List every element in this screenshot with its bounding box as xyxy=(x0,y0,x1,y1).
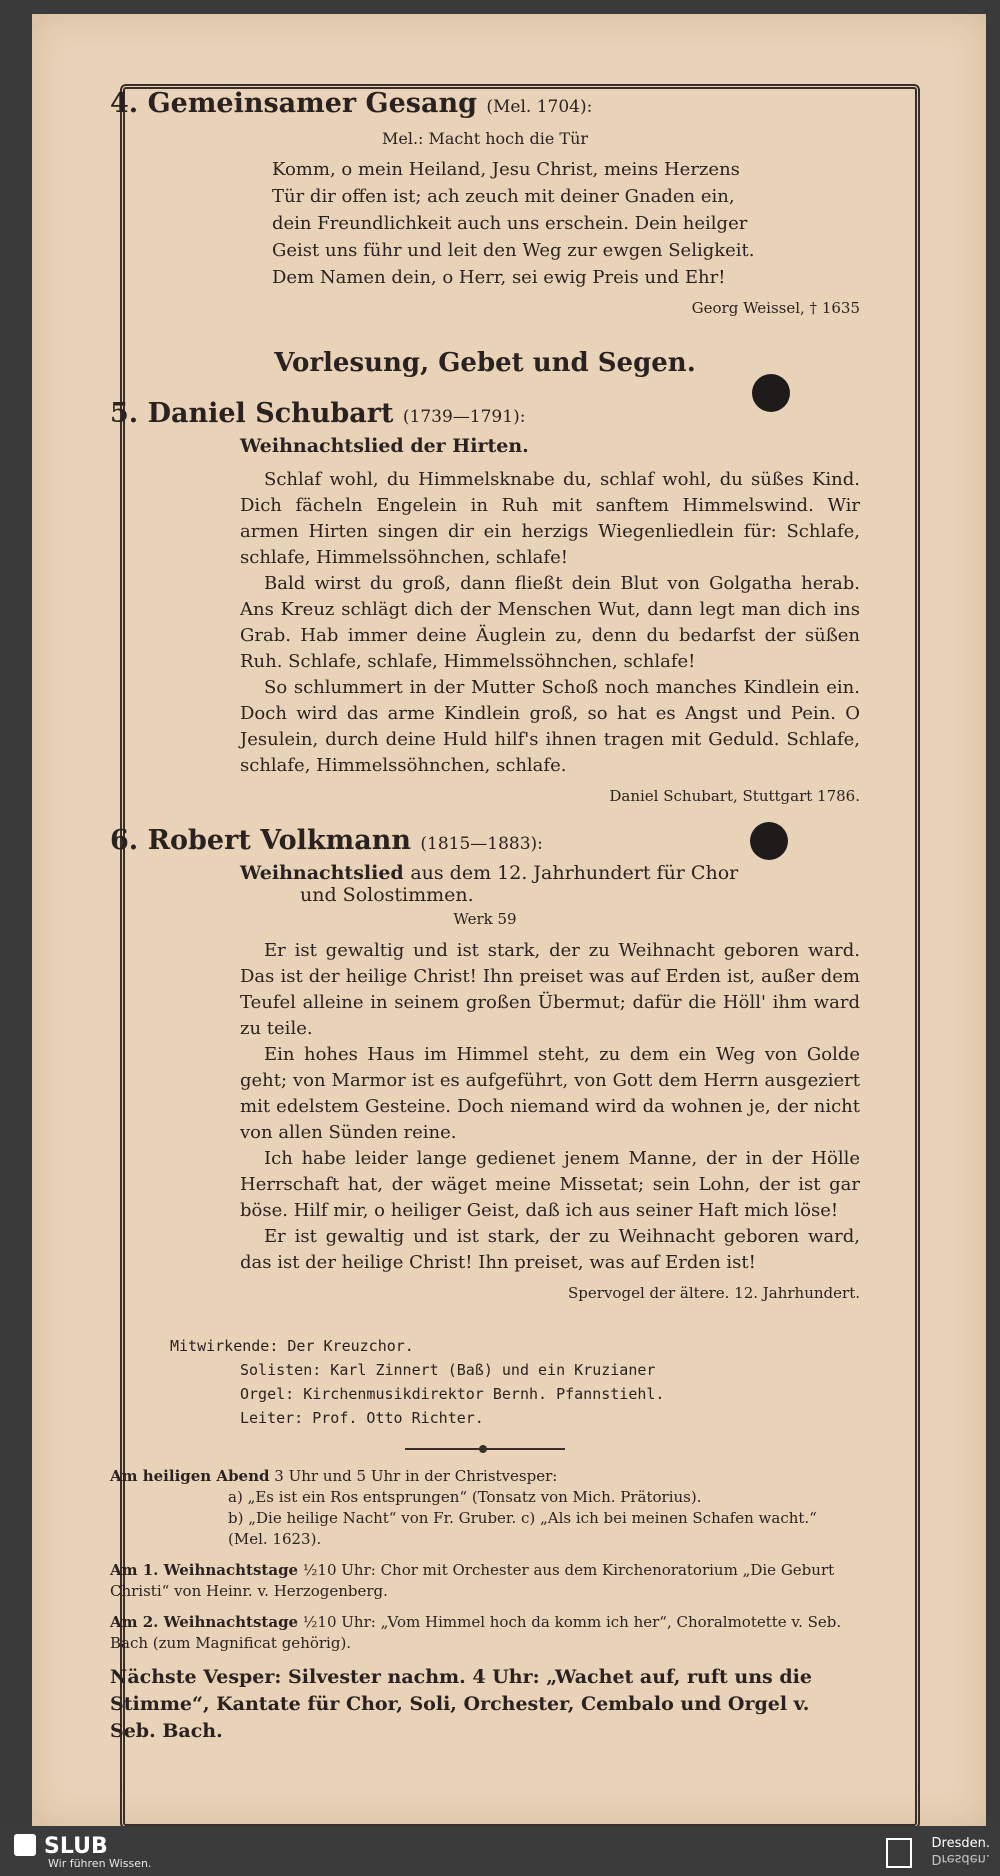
song-title: Weihnachtslied aus dem 12. Jahrhundert für Chor xyxy=(240,862,739,884)
credits-block: Mitwirkende: Der Kreuzchor. Solisten: Karl Zinnert (Baß) und ein Kruzianer Orgel: Kirchenmusikdirektor Bernh. Pfannstiehl. Leiter: Prof. Otto Richter. xyxy=(170,1337,665,1427)
dresden-logo[interactable]: Dresden. Dresden. xyxy=(931,1836,990,1866)
song-text: Schlaf wohl, du Himmelsknabe du, schlaf wohl, du süßes Kind. Dich fächeln Engelein in Ruh mit sanftem Himmelswind. Wir armen Hirten singen dir ein herzigs Wiegenliedlein für: Schlafe, schlafe, Himmelssöhnchen, schlafe! Bald wirst du groß, dann fließt dein Blut von Golgatha herab. Ans Kreuz schlägt dich der Menschen Wut, dann legt man dich ins Grab. Hab immer deine Äuglein zu, denn du bedarfst der süßen Ruh. Schlafe, schlafe, Himmelssöhnchen, schlafe! So schlummert in der Mutter Schoß noch manches Kindlein ein. Doch wird das arme Kindlein groß, so hat es Angst und Pein. O Jesulein, durch deine Huld hilf's ihnen tragen mit Geduld. Schlafe, schlafe, Himmelssöhnchen, schlafe. Daniel Schubart, Stuttgart 1786. xyxy=(240,467,860,809)
section-5 xyxy=(110,398,860,809)
attribution: Daniel Schubart, Stuttgart 1786. xyxy=(609,787,860,805)
song-title: Weihnachtslied der Hirten. xyxy=(240,435,529,457)
section-6 xyxy=(110,825,860,1306)
next-vesper: Nächste Vesper: Silvester nachm. 4 Uhr: „Wachet auf, ruft uns die Stimme“, Kantate für Chor, Soli, Orchester, Cembalo und Orgel v. Seb. Bach. xyxy=(110,1666,812,1742)
slub-logo[interactable]: SLUB xyxy=(14,1834,108,1859)
melody-note: Mel.: Macht hoch die Tür xyxy=(381,129,589,148)
section-heading: 6. Robert Volkmann (1815—1883): xyxy=(110,825,543,856)
program-content xyxy=(110,88,860,1745)
ornament-divider xyxy=(405,1448,565,1450)
footer-bar xyxy=(0,1826,1000,1876)
hymn-text: Komm, o mein Heiland, Jesu Christ, meins Herzens Tür dir offen ist; ach zeuch mit deiner Gnaden ein, dein Freundlichkeit auch uns erschein. Dein heilger Geist uns führ und leit den Weg zur ewgen Seligkeit. Dem Namen dein, o Herr, sei ewig Preis und Ehr! Georg Weissel, † 1635 xyxy=(272,156,860,322)
section-heading: 5. Daniel Schubart (1739—1791): xyxy=(110,398,526,429)
book-icon xyxy=(14,1834,36,1856)
song-text: Er ist gewaltig und ist stark, der zu Weihnacht geboren ward. Das ist der heilige Christ! Ihn preiset was auf Erden ist, außer dem Teufel alleine in seinem großen Übermut; dafür die Höll' ihm ward zu teile. Ein hohes Haus im Himmel steht, zu dem ein Weg von Golde geht; von Marmor ist es aufgeführt, von Gott dem Herrn ausgeziert mit edelstem Gesteine. Doch niemand wird da wohnen je, der nicht von allen Sünden reine. Ich habe leider lange gedienet jenem Manne, der in der Hölle Herrschaft hat, der wäget meine Missetat; sein Lohn, der ist gar böse. Hilf mir, o heiliger Geist, daß ich aus seiner Haft mich löse! Er ist gewaltig und ist stark, der zu Weihnacht geboren ward, das ist der heilige Christ! Ihn preiset, was auf Erden ist! Spervogel der ältere. 12. Jahrhundert. xyxy=(240,938,860,1306)
schedule-first-day: Am 1. Weihnachtstage ½10 Uhr: Chor mit Orchester aus dem Kirchenoratorium „Die Geburt Christi“ von Heinr. v. Herzogenberg. xyxy=(110,1561,835,1600)
song-subtitle: und Solostimmen. xyxy=(300,884,474,906)
attribution: Georg Weissel, † 1635 xyxy=(691,299,860,317)
opus-number: Werk 59 xyxy=(453,910,517,928)
dresden-crest-icon xyxy=(886,1838,912,1868)
schedule-second-day: Am 2. Weihnachtstage ½10 Uhr: „Vom Himmel hoch da komm ich her“, Choralmotette v. Seb. Bach (zum Magnificat gehörig). xyxy=(110,1613,842,1652)
slub-tagline: Wir führen Wissen. xyxy=(48,1857,152,1870)
attribution: Spervogel der ältere. 12. Jahrhundert. xyxy=(568,1284,860,1302)
section-4 xyxy=(110,88,860,322)
section-heading: 4. Gemeinsamer Gesang (Mel. 1704): xyxy=(110,88,593,119)
schedule-christmas-eve: Am heiligen Abend 3 Uhr und 5 Uhr in der Christvesper: a) „Es ist ein Ros entsprungen“ (Tonsatz von Mich. Prätorius). b) „Die heilige Nacht“ von Fr. Gruber. c) „Als ich bei meinen Schafen wacht.“ (Mel. 1623). xyxy=(110,1467,817,1548)
interlude-heading: Vorlesung, Gebet und Segen. xyxy=(274,348,696,378)
